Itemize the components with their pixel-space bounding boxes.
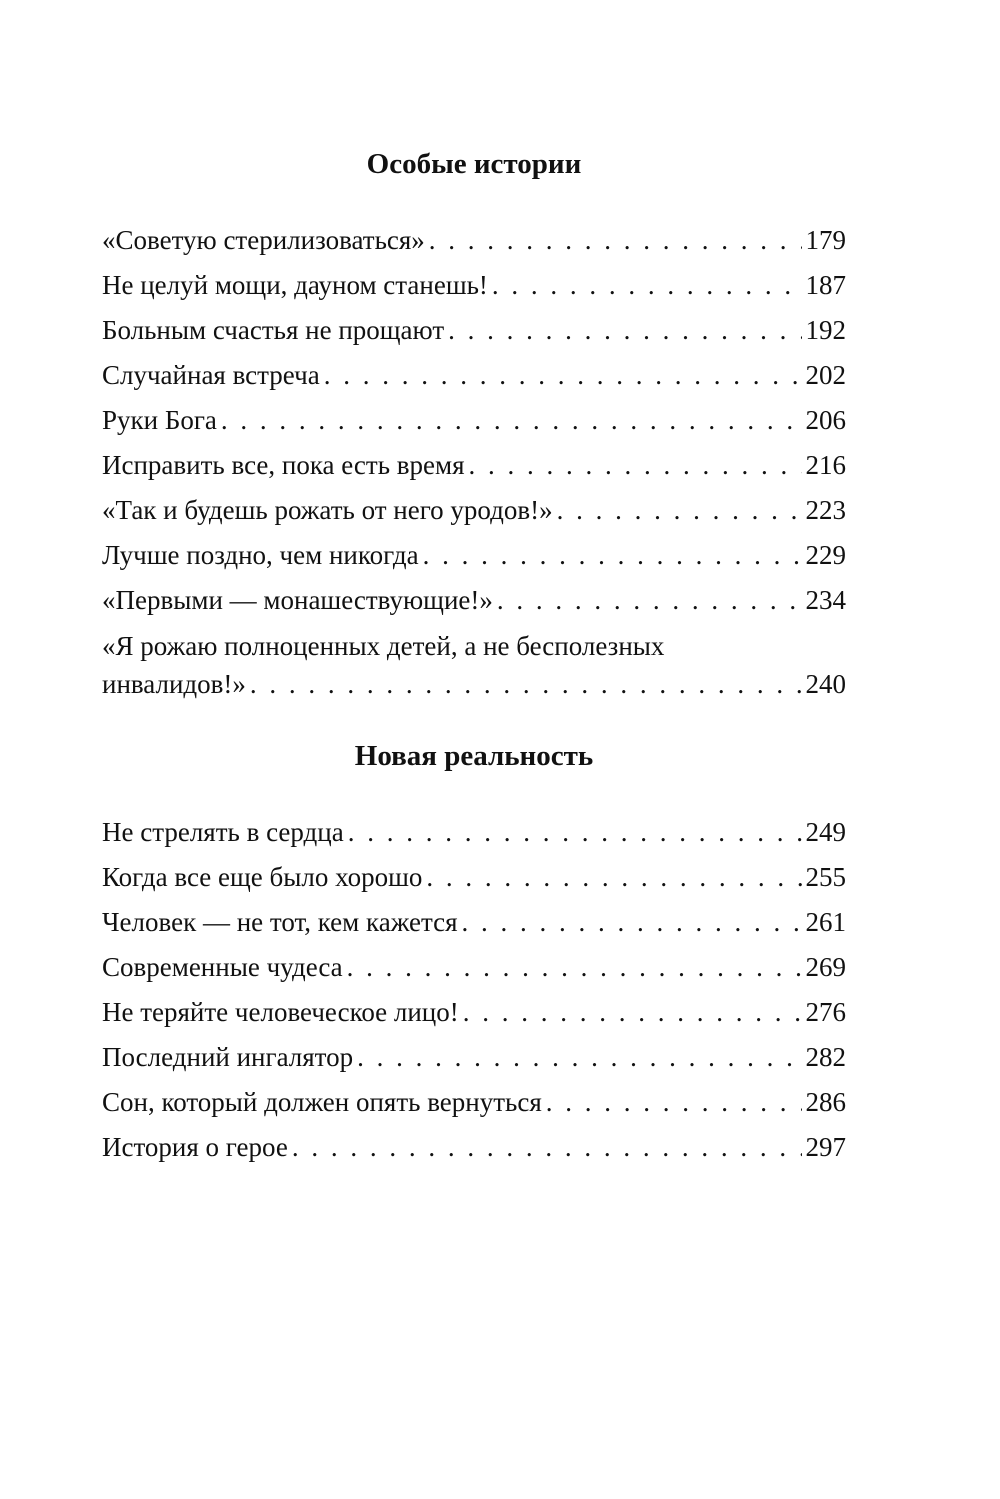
- page-number: 269: [805, 952, 846, 982]
- page-number: 276: [805, 997, 846, 1027]
- entry-title: «Так и будешь рожать от него уродов!»: [102, 495, 553, 525]
- dot-leader: [423, 533, 802, 578]
- page-number: 192: [805, 315, 846, 345]
- entry-title: Не целуй мощи, дауном станешь!: [102, 270, 488, 300]
- page-number: 297: [805, 1132, 846, 1162]
- entry-title: Когда все еще было хорошо: [102, 862, 423, 892]
- page-number: 223: [805, 495, 846, 525]
- page-number: 202: [805, 360, 846, 390]
- toc-section-special-stories: [102, 138, 846, 703]
- dot-leader: [429, 218, 802, 263]
- entry-title: История о герое: [102, 1132, 288, 1162]
- toc-entry[interactable]: [102, 810, 846, 855]
- entry-title: Случайная встреча: [102, 360, 320, 390]
- dot-leader: [426, 855, 801, 900]
- page-number: 179: [805, 225, 846, 255]
- dot-leader: [348, 810, 802, 855]
- dot-leader: [357, 1035, 801, 1080]
- entry-title: Больным счастья не прощают: [102, 315, 445, 345]
- page-number: 229: [805, 540, 846, 570]
- entry-title-line-1: «Я рожаю полноценных детей, а не бесполезных: [102, 631, 665, 661]
- entry-title: Человек — не тот, кем кажется: [102, 907, 458, 937]
- toc-entry[interactable]: [102, 1125, 846, 1170]
- page-number: 240: [805, 669, 846, 699]
- toc-entry[interactable]: [102, 900, 846, 945]
- toc-entry[interactable]: [102, 218, 846, 263]
- entry-title: Современные чудеса: [102, 952, 343, 982]
- page-number: 249: [805, 817, 846, 847]
- entry-title: «Советую стерилизоваться»: [102, 225, 425, 255]
- entry-title: Не стрелять в сердца: [102, 817, 344, 847]
- toc-entry[interactable]: [102, 263, 846, 308]
- toc-entry[interactable]: [102, 533, 846, 578]
- toc-entry[interactable]: [102, 990, 846, 1035]
- dot-leader: [292, 1125, 802, 1170]
- entry-title: Сон, который должен опять вернуться: [102, 1087, 542, 1117]
- entry-title: Лучше поздно, чем никогда: [102, 540, 419, 570]
- toc-section-new-reality: [102, 730, 846, 1170]
- dot-leader: [469, 443, 802, 488]
- page-number: 234: [805, 585, 846, 615]
- dot-leader: [557, 488, 802, 533]
- dot-leader: [497, 578, 802, 623]
- entry-title-line-2: инвалидов!»: [102, 669, 246, 699]
- dot-leader: [546, 1080, 802, 1125]
- entry-title: Руки Бога: [102, 405, 217, 435]
- toc-entry[interactable]: [102, 578, 846, 623]
- dot-leader: [221, 398, 802, 443]
- toc-list: [102, 810, 846, 1170]
- toc-entry[interactable]: [102, 945, 846, 990]
- dot-leader: [347, 945, 802, 990]
- dot-leader: [463, 990, 802, 1035]
- page-number: 282: [805, 1042, 846, 1072]
- dot-leader: [250, 665, 802, 703]
- toc-entry[interactable]: [102, 1035, 846, 1080]
- toc-entry[interactable]: [102, 308, 846, 353]
- toc-entry[interactable]: [102, 443, 846, 488]
- page-number: 286: [805, 1087, 846, 1117]
- entry-title: Не теряйте человеческое лицо!: [102, 997, 459, 1027]
- dot-leader: [324, 353, 802, 398]
- page-number: 216: [805, 450, 846, 480]
- entry-title: «Первыми — монашествующие!»: [102, 585, 493, 615]
- page-number: 187: [805, 270, 846, 300]
- entry-title: Исправить все, пока есть время: [102, 450, 465, 480]
- dot-leader: [462, 900, 802, 945]
- section-title: Новая реальность: [354, 740, 594, 772]
- toc-entry[interactable]: [102, 1080, 846, 1125]
- dot-leader: [492, 263, 802, 308]
- page-number: 261: [805, 907, 846, 937]
- toc-entry[interactable]: [102, 398, 846, 443]
- section-title: Особые истории: [366, 148, 582, 180]
- dot-leader: [448, 308, 801, 353]
- entry-title: Последний ингалятор: [102, 1042, 354, 1072]
- toc-list: [102, 218, 846, 703]
- page-number: 255: [805, 862, 846, 892]
- page-number: 206: [805, 405, 846, 435]
- toc-entry[interactable]: [102, 488, 846, 533]
- toc-entry[interactable]: [102, 855, 846, 900]
- toc-entry[interactable]: [102, 353, 846, 398]
- toc-entry[interactable]: [102, 623, 846, 703]
